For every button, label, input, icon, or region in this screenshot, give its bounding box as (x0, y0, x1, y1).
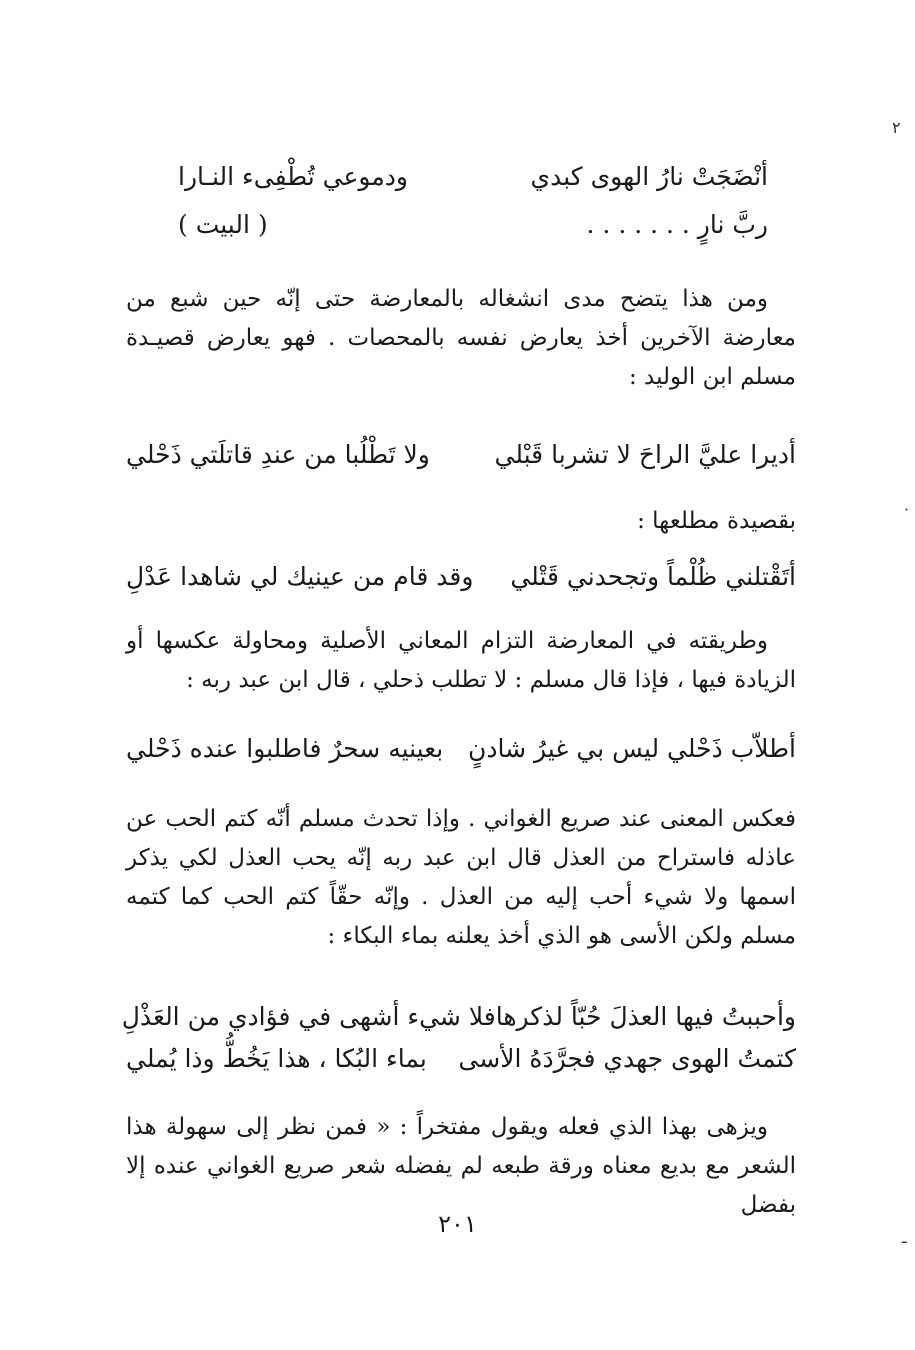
verse-hemistich-left: وقد قام من عينيك لي شاهدا عَدْلِ (126, 562, 474, 591)
paragraph-2: بقصيدة مطلعها : (637, 508, 796, 534)
verse-hemistich-right: وأحببتُ فيها العذلَ حُبّاً لذكرها (495, 1002, 796, 1031)
paragraph-4: فعكس المعنى عند صريع الغواني . وإذا تحدث مسلم أنّه كتم الحب عن عاذله فاستراح من العذل قال ابن عبد ربه إنّه يحب العذل لكي يذكر اسمها ولا شيء أحب إليه من العذل . وإنّه حقّاً كتم الحب كما كتمه مسلم ولكن الأسى هو الذي أخذ يعلنه بماء البكاء : (126, 806, 796, 949)
verse-reference: ( البيت ) (178, 210, 268, 239)
verse-1-line-2 (178, 208, 768, 242)
paragraph-5: ويزهى بهذا الذي فعله ويقول مفتخراً : « فمن نظر إلى سهولة هذا الشعر مع بديع معناه ورقة طبعه لم يفضله شعر صريع الغواني عنده إلا بفضل (126, 1114, 796, 1218)
paragraph-1: ومن هذا يتضح مدى انشغاله بالمعارضة حتى إنّه حين شبع من معارضة الآخرين أخذ يعارض نفسه بالمحصات . فهو يعارض قصيـدة مسلم ابن الوليد : (126, 286, 796, 390)
verse-hemistich-right: أنْضَجَتْ نارُ الهوى كبدي (530, 162, 768, 191)
margin-mark-mid: · (904, 500, 910, 519)
verse-1-line-1 (178, 160, 768, 194)
verse-hemistich-left: بعينيه سحرٌ فاطلبوا عنده ذَحْلي (126, 734, 444, 763)
verse-hemistich-right: ربَّ نارٍ . . . . . . . (586, 210, 768, 239)
verse-hemistich-left: بماء البُكا ، هذا يَخُطُّ وذا يُملي (126, 1044, 427, 1073)
verse-hemistich-right: كتمتُ الهوى جهدي فجرَّدَهُ الأسى (458, 1044, 796, 1073)
verse-hemistich-left: ودموعي تُطْفِىء النـارا (178, 162, 408, 191)
verse-hemistich-right: أتَقْتلني ظُلْماً وتجحدني قَتْلي (510, 562, 796, 591)
verse-2 (126, 438, 796, 472)
paragraph-3: وطريقته في المعارضة التزام المعاني الأصلية ومحاولة عكسها أو الزيادة فيها ، فإذا قال مسلم : لا تطلب ذحلي ، قال ابن عبد ربه : (126, 628, 796, 693)
page-number: ٢٠١ (438, 1210, 477, 1238)
verse-hemistich-left: فلا شيء أشهى في فؤادي من العَذْلِ (121, 1002, 496, 1031)
verse-3 (126, 560, 796, 594)
verse-hemistich-right: أطلاّب ذَحْلي ليس بي غيرُ شادنٍ (467, 734, 796, 763)
verse-5-line-2 (126, 1042, 796, 1076)
margin-mark-bottom: ـ (902, 1228, 907, 1247)
verse-5-line-1 (121, 1000, 796, 1034)
verse-hemistich-left: ولا تَطْلُبا من عندِ قاتلَتي ذَحْلي (126, 440, 430, 469)
verse-4 (126, 732, 796, 766)
margin-mark-top: ٢ (892, 118, 901, 137)
verse-hemistich-right: أديرا عليَّ الراحَ لا تشربا قَبْلي (494, 440, 796, 469)
